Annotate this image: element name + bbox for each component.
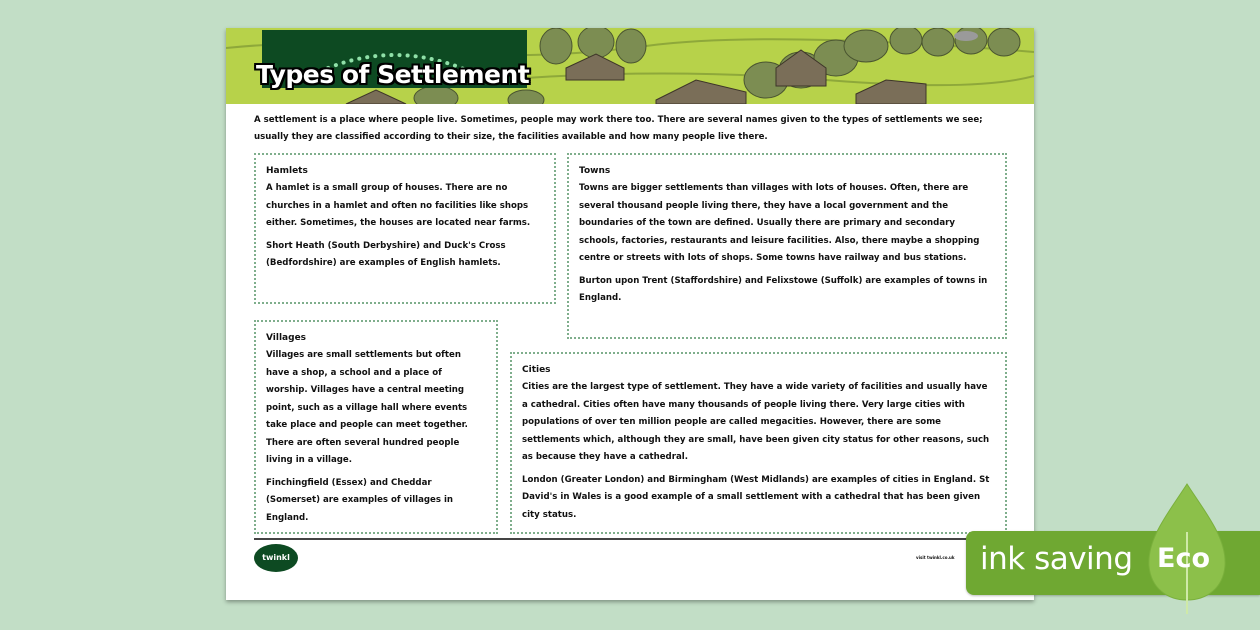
section-examples: Burton upon Trent (Staffordshire) and Felixstowe (Suffolk) are examples of towns in England. xyxy=(579,275,988,303)
section-heading: Cities xyxy=(522,365,551,375)
section-hamlets xyxy=(254,153,556,304)
section-heading: Villages xyxy=(266,333,307,343)
header-banner xyxy=(226,28,1034,104)
section-body: A hamlet is a small group of houses. There are no churches in a hamlet and often no facilities like shops either. Sometimes, the houses are located near farms. xyxy=(266,183,531,228)
section-body: Towns are bigger settlements than villages with lots of houses. Often, there are several thousand people living there, they have a local government and the boundaries of the town are defined. Usually there are primary and secondary schools, factories, restaurants and leisure facilities. Also, there maybe a shopping centre or streets with lots of shops. Some towns have railway and bus stations. xyxy=(579,183,980,263)
footer-note: visit twinkl.co.uk xyxy=(916,555,955,560)
section-heading: Hamlets xyxy=(266,166,308,176)
section-cities xyxy=(510,352,1007,534)
section-examples: Short Heath (South Derbyshire) and Duck's Cross (Bedfordshire) are examples of English hamlets. xyxy=(266,240,506,268)
section-heading: Towns xyxy=(579,166,611,176)
worksheet-page xyxy=(226,28,1034,600)
section-towns xyxy=(567,153,1007,339)
section-body: Villages are small settlements but often have a shop, a school and a place of worship. Villages have a central meeting point, such as a village hall where events take place and people can meet together. There are often several hundred people living in a village. xyxy=(266,350,468,465)
ink-saving-text: ink saving xyxy=(980,541,1133,577)
footer-divider xyxy=(254,538,1034,540)
section-villages xyxy=(254,320,498,534)
section-examples: Finchingfield (Essex) and Cheddar (Somerset) are examples of villages in England. xyxy=(266,477,454,523)
twinkl-logo: twinkl xyxy=(254,544,298,572)
eco-label: Eco xyxy=(1157,543,1210,574)
page-title: Types of Settlement xyxy=(256,60,530,89)
section-body: Cities are the largest type of settlement. They have a wide variety of facilities and usually have a cathedral. Cities often have many thousands of people living there. Very large cities with populations of over ten million people are called megacities. However, there are some settlements which, although they are small, have been given city status for other reasons, such as because they have a cathedral. xyxy=(522,382,990,462)
section-examples: London (Greater London) and Birmingham (West Midlands) are examples of cities in England. St David's in Wales is a good example of a small settlement with a cathedral that has been given city status. xyxy=(522,474,990,520)
intro-paragraph: A settlement is a place where people live. Sometimes, people may work there too. There are several names given to the types of settlements we see; usually they are classified according to their size, the facilities available and how many people live there. xyxy=(254,115,983,142)
